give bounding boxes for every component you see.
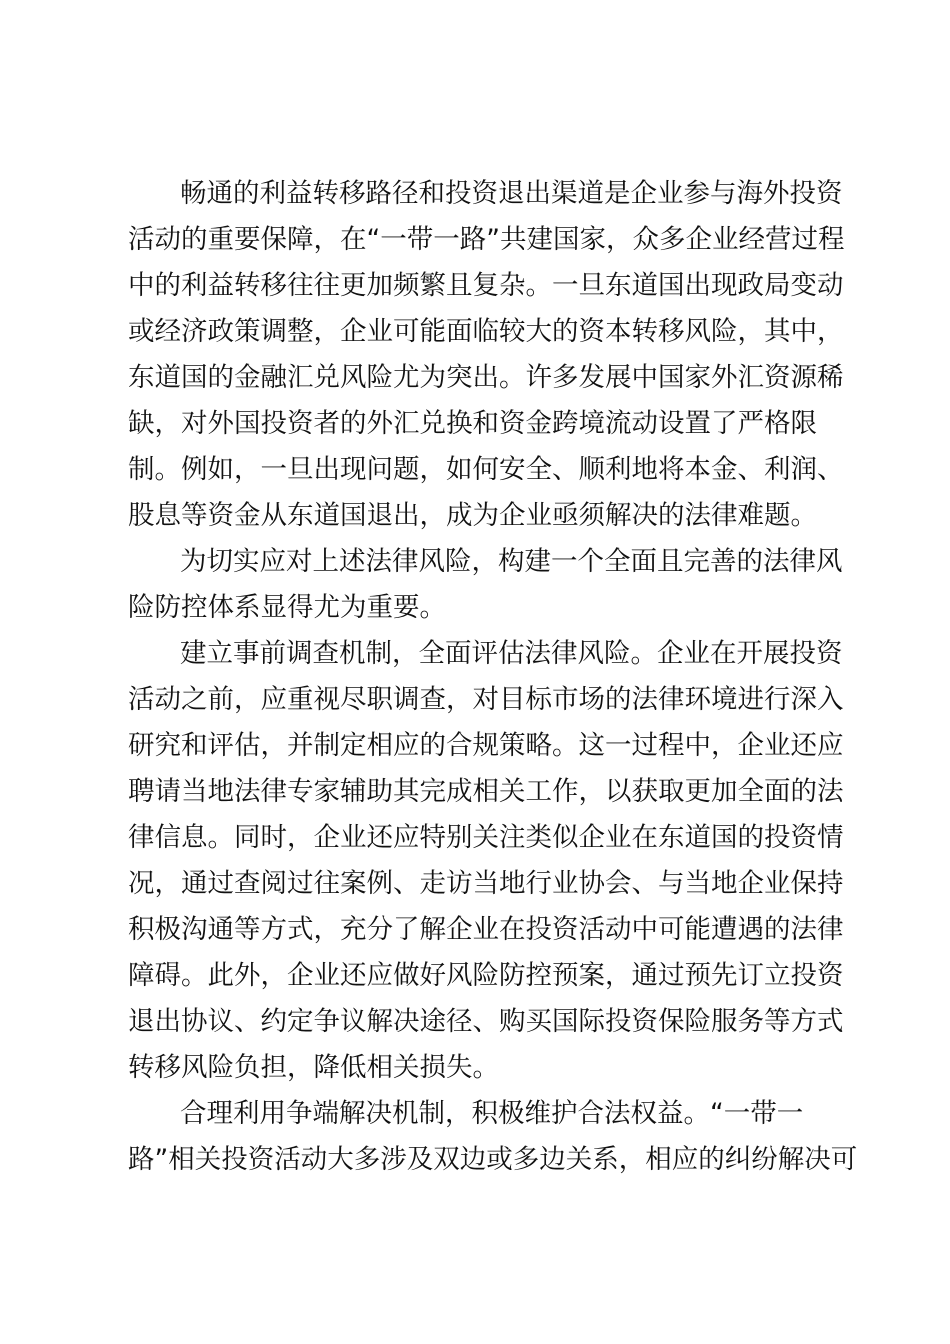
paragraph-line: 建立事前调查机制，全面评估法律风险。企业在开展投资 <box>180 638 843 669</box>
paragraph-line: 险防控体系显得尤为重要。 <box>128 592 446 623</box>
paragraph-line: 聘请当地法律专家辅助其完成相关工作，以获取更加全面的法 <box>128 776 844 807</box>
paragraph-line: 活动的重要保障，在“一带一路”共建国家，众多企业经营过程 <box>128 224 845 255</box>
paragraph-line: 畅通的利益转移路径和投资退出渠道是企业参与海外投资 <box>180 178 843 209</box>
paragraph-line: 合理利用争端解决机制，积极维护合法权益。“一带一 <box>180 1098 804 1129</box>
paragraph-line: 律信息。同时，企业还应特别关注类似企业在东道国的投资情 <box>128 822 844 853</box>
paragraph-line: 制。例如，一旦出现问题，如何安全、顺利地将本金、利润、 <box>128 454 844 485</box>
paragraph-line: 中的利益转移往往更加频繁且复杂。一旦东道国出现政局变动 <box>128 270 844 301</box>
paragraph-line: 缺，对外国投资者的外汇兑换和资金跨境流动设置了严格限 <box>128 408 817 439</box>
paragraph-line: 退出协议、约定争议解决途径、购买国际投资保险服务等方式 <box>128 1006 844 1037</box>
paragraph-line: 股息等资金从东道国退出，成为企业亟须解决的法律难题。 <box>128 500 817 531</box>
paragraph-line: 路”相关投资活动大多涉及双边或多边关系，相应的纠纷解决可 <box>128 1144 858 1175</box>
paragraph-line: 研究和评估，并制定相应的合规策略。这一过程中，企业还应 <box>128 730 844 761</box>
paragraph-line: 或经济政策调整，企业可能面临较大的资本转移风险，其中， <box>128 316 844 347</box>
paragraph-line: 障碍。此外，企业还应做好风险防控预案，通过预先订立投资 <box>128 960 844 991</box>
paragraph-line: 积极沟通等方式，充分了解企业在投资活动中可能遭遇的法律 <box>128 914 844 945</box>
paragraph-line: 转移风险负担，降低相关损失。 <box>128 1052 499 1083</box>
paragraph-line: 为切实应对上述法律风险，构建一个全面且完善的法律风 <box>180 546 843 577</box>
paragraph-line: 东道国的金融汇兑风险尤为突出。许多发展中国家外汇资源稀 <box>128 362 844 393</box>
paragraph-line: 活动之前，应重视尽职调查，对目标市场的法律环境进行深入 <box>128 684 844 715</box>
paragraph-line: 况，通过查阅过往案例、走访当地行业协会、与当地企业保持 <box>128 868 844 899</box>
